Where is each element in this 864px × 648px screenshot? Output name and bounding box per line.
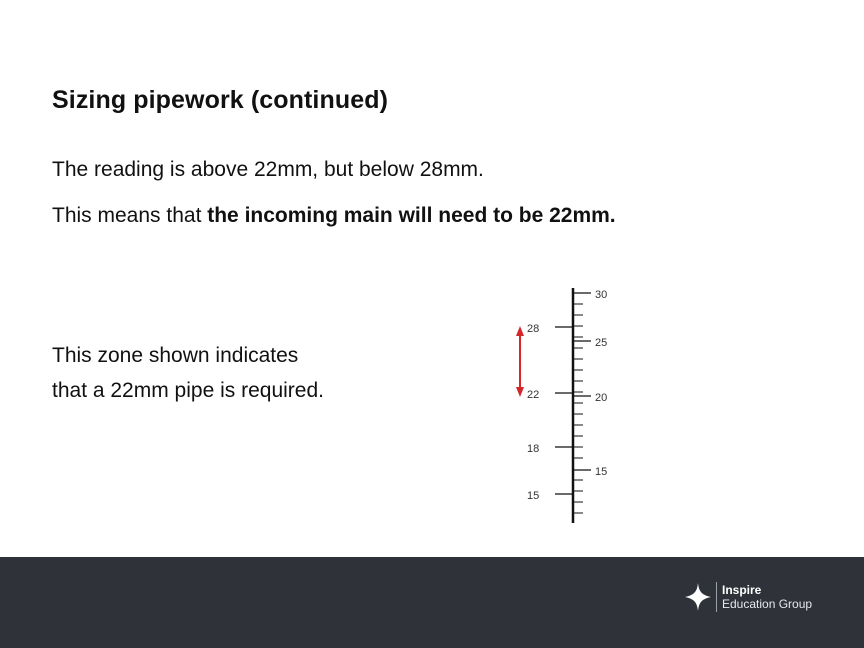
- four-point-star-icon: [684, 582, 712, 612]
- meaning-bold: the incoming main will need to be 22mm.: [207, 204, 616, 227]
- right-label-20: 20: [595, 392, 608, 404]
- zone-text-line-2: that a 22mm pipe is required.: [52, 379, 324, 402]
- range-arrow-head-down: [516, 387, 524, 397]
- slide-title: Sizing pipework (continued): [52, 86, 389, 114]
- zone-text-line-1: This zone shown indicates: [52, 344, 299, 367]
- logo-name: Inspire: [722, 583, 762, 597]
- left-label-28: 28: [527, 323, 540, 335]
- logo-divider: [716, 582, 717, 612]
- meaning-text: [52, 203, 616, 229]
- range-arrow-head-up: [516, 326, 524, 336]
- gauge-ticks: [573, 304, 583, 513]
- left-label-15: 15: [527, 490, 540, 502]
- left-label-18: 18: [527, 443, 540, 455]
- logo-subtitle: Education Group: [722, 597, 813, 611]
- left-label-22: 22: [527, 389, 540, 401]
- right-label-15: 15: [595, 466, 608, 478]
- meaning-prefix: This means that: [52, 204, 208, 227]
- range-arrow: [516, 326, 524, 397]
- right-label-30: 30: [595, 289, 608, 301]
- reading-text: The reading is above 22mm, but below 28mm.: [52, 158, 484, 181]
- pipe-size-gauge: [500, 280, 630, 530]
- inspire-logo: [684, 580, 834, 616]
- right-label-25: 25: [595, 337, 608, 349]
